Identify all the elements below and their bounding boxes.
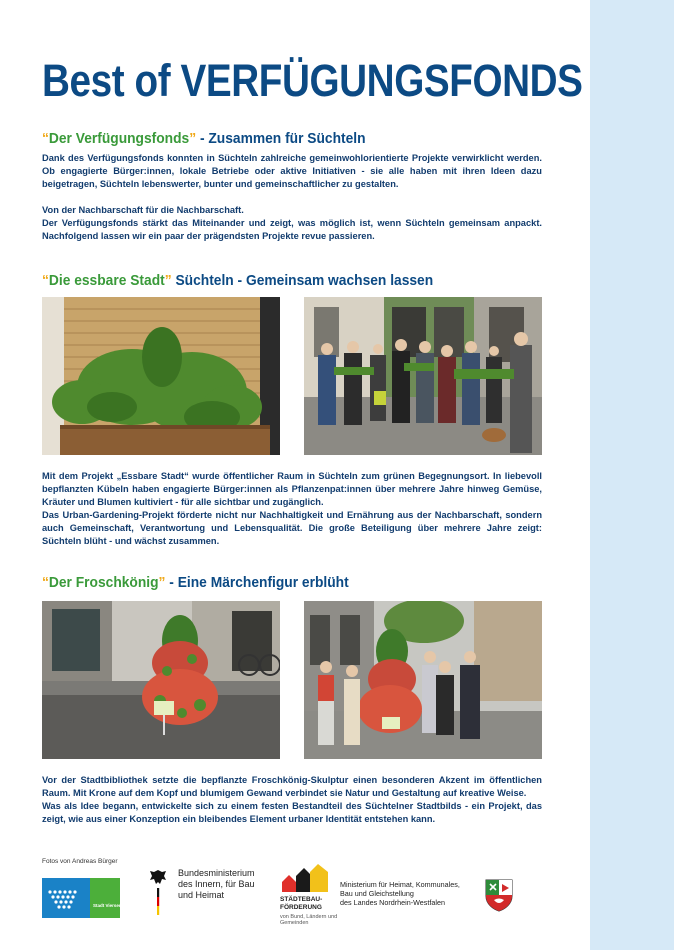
heading-rest: - Eine Märchenfigur erblüht: [165, 574, 349, 591]
staedtebau-small-line: Gemeinden: [280, 920, 309, 926]
staedtebaufoerderung-logo: [280, 862, 338, 930]
right-sidebar-strip: [590, 0, 674, 950]
bmi-line: des Innern, für Bau: [178, 879, 255, 889]
staedtebau-small-line: von Bund, Ländern und: [280, 914, 338, 920]
staedtebau-line: FÖRDERUNG: [280, 903, 322, 911]
heading-rest: - Zusammen für Süchteln: [196, 130, 366, 147]
federal-eagle-icon: [148, 866, 168, 918]
froschkoenig-sculpture-photo: [42, 601, 280, 759]
heading-quote-close: ”: [189, 130, 197, 147]
staedtebau-line: STÄDTEBAU-: [280, 896, 323, 903]
heading-quote-open: “: [42, 272, 49, 289]
bmi-logo: [148, 866, 273, 918]
nrw-ministry-line: des Landes Nordrhein-Westfalen: [340, 898, 445, 907]
bmi-line: und Heimat: [178, 890, 225, 900]
page-title: Best of VERFÜGUNGSFONDS: [42, 55, 583, 106]
heading-highlight: Die essbare Stadt: [48, 272, 165, 289]
photo-credit: Fotos von Andreas Bürger: [42, 858, 118, 865]
heading-highlight: Der Froschkönig: [48, 574, 159, 591]
paragraph: Von der Nachbarschaft für die Nachbarschaft.: [42, 205, 244, 215]
section-body-froschkoenig: [42, 774, 542, 826]
heading-rest: Süchteln - Gemeinsam wachsen lassen: [171, 272, 434, 289]
stadt-viersen-emblem-icon: [42, 878, 120, 918]
section-heading-essbare-stadt: [42, 272, 433, 290]
paragraph: Dank des Verfügungsfonds konnten in Süchteln zahlreiche gemeinwohlorientierte Projekte verwirklicht werden. Ob engagierte Bürger:innen, lokale Betriebe oder aktive Initiativen - sie alle haben mit ihren Ideen dazu beigetragen, Süchteln lebenswerter, bunter und gemeinschaftlicher zu gestalten.: [42, 153, 542, 189]
nrw-coat-of-arms-icon: [484, 878, 514, 912]
paragraph: Das Urban-Gardening-Projekt förderte nicht nur Nachhaltigkeit und Ernährung aus der Nachbarschaft, sondern auch Gemeinschaft, Verantwortung und Lebensqualität. Die große Beteiligung über mehrere Jahre zeigt: Süchteln blüht - und wächst zusammen.: [42, 510, 542, 546]
houses-icon: [280, 862, 332, 892]
heading-quote-close: ”: [164, 272, 172, 289]
nrw-ministry-line: Ministerium für Heimat, Kommunales,: [340, 880, 460, 889]
paragraph: Was als Idee begann, entwickelte sich zu einem festen Bestandteil des Süchtelner Stadtbilds - ein Projekt, das zeigt, wie aus einer Konzeption ein bleibendes Element urbaner Identität entstehen kann.: [42, 801, 542, 824]
section-heading-verfuegungsfonds: [42, 130, 366, 148]
stadt-viersen-logo: [42, 878, 120, 918]
paragraph: Mit dem Projekt „Essbare Stadt“ wurde öffentlicher Raum in Süchteln zum grünen Begegnungsort. In liebevoll bepflanzten Kübeln haben engagierte Bürger:innen als Pflanzenpat:innen über mehrere Jahre hinweg Gemüse, Kräuter und Blumen kultiviert - für alle sichtbar und zugänglich.: [42, 471, 542, 507]
heading-quote-close: ”: [158, 574, 166, 591]
section-body-essbare-stadt: [42, 470, 542, 548]
nrw-ministry-text: [340, 880, 480, 907]
group-photo-froschkoenig: [304, 601, 542, 759]
heading-quote-open: “: [42, 130, 49, 147]
section-body-verfuegungsfonds: [42, 152, 542, 243]
paragraph: Vor der Stadtbibliothek setzte die bepflanzte Froschkönig-Skulptur einen besonderen Akzent im öffentlichen Raum. Mit Krone auf dem Kopf und blumigem Gewand verbindet sie Natur und Gestaltung auf kreative Weise.: [42, 775, 542, 798]
stadt-viersen-label: Stadt Viersen: [93, 903, 122, 908]
planter-photo: [42, 297, 280, 455]
section-heading-froschkoenig: [42, 574, 349, 592]
heading-quote-open: “: [42, 574, 49, 591]
group-photo-essbare-stadt: [304, 297, 542, 455]
paragraph: Der Verfügungsfonds stärkt das Miteinander und zeigt, was möglich ist, wenn Süchteln gemeinsam anpackt. Nachfolgend lassen wir ein paar der prägendsten Projekte revue passieren.: [42, 218, 542, 241]
nrw-ministry-line: Bau und Gleichstellung: [340, 889, 414, 898]
bmi-line: Bundesministerium: [178, 868, 255, 878]
heading-highlight: Der Verfügungsfonds: [48, 130, 190, 147]
